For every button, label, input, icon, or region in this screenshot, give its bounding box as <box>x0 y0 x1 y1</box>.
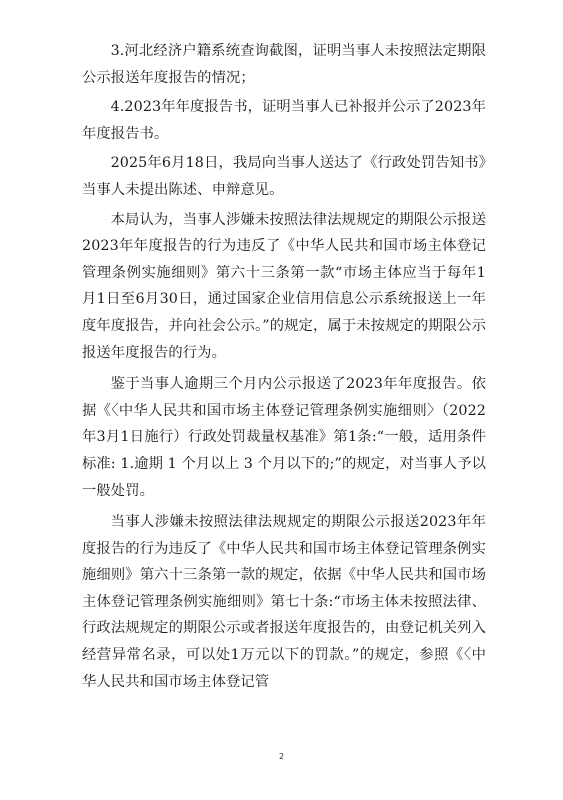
paragraph-discretion: 鉴于当事人逾期三个月内公示报送了2023年年度报告。依据《〈中华人民共和国市场主体登记管理条例实施细则〉（2022年3月1日施行）行政处罚裁量权基准》第1条:“一般，适用条件标准: 1.逾期 1 个月以上 3 个月以下的;”的规定，对当事人予以一般处罚。 <box>82 376 486 499</box>
paragraph-penalty-basis: 当事人涉嫌未按照法律法规规定的期限公示报送2023年年度报告的行为违反了《中华人民共和国市场主体登记管理条例实施细则》第六十三条第一款的规定，依据《中华人民共和国市场主体登记管理条例实施细则》第七十条:“市场主体未按照法律、行政法规规定的期限公示或者报送年度报告的，由登记机关列入经营异常名录，可以处1万元以下的罚款。”的规定，参照《〈中华人民共和国市场主体登记管 <box>82 514 486 690</box>
paragraph-evidence-3: 3.河北经济户籍系统查询截图，证明当事人未按照法定期限公示报送年度报告的情况； <box>82 43 486 86</box>
paragraph-finding: 本局认为，当事人涉嫌未按照法律法规规定的期限公示报送2023年年度报告的行为违反了《中华人民共和国市场主体登记管理条例实施细则》第六十三条第一款“市场主体应当于每年1月1日至6月30日，通过国家企业信用信息公示系统报送上一年度年度报告，并向社会公示。”的规定，属于未按规定的期限公示报送年度报告的行为。 <box>82 211 486 361</box>
document-body <box>82 38 486 700</box>
paragraph-notice-delivery: 2025年6月18日，我局向当事人送达了《行政处罚告知书》当事人未提出陈述、申辩意见。 <box>82 155 486 198</box>
page-number: 2 <box>278 752 285 761</box>
paragraph-evidence-4: 4.2023年年度报告书，证明当事人已补报并公示了2023年年度报告书。 <box>82 99 486 142</box>
